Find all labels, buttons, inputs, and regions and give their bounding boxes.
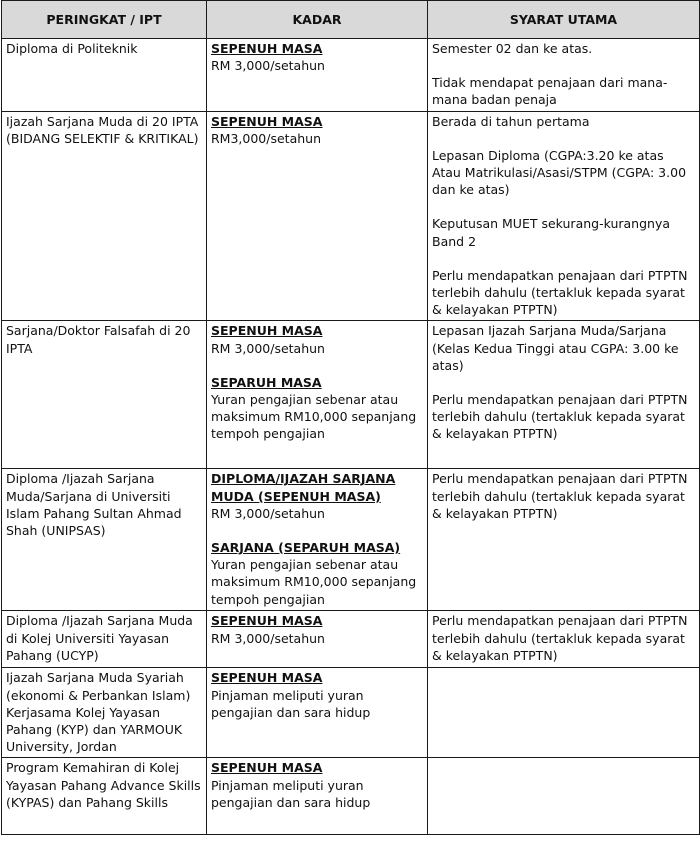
rate-value: Yuran pengajian sebenar atau maksimum RM10,000 sepanjang tempoh pengajian bbox=[211, 392, 417, 442]
requirement-item: Lepasan Diploma (CGPA:3.20 ke atas Atau Matrikulasi/Asasi/STPM (CGPA: 3.00 dan ke atas) bbox=[432, 147, 687, 198]
rate-block bbox=[211, 113, 424, 147]
rate-cell bbox=[207, 758, 428, 835]
level-cell: Ijazah Sarjana Muda di 20 IPTA (BIDANG SELEKTIF & KRITIKAL) bbox=[2, 111, 207, 321]
requirements-cell bbox=[428, 469, 700, 611]
level-cell: Program Kemahiran di Kolej Yayasan Pahang Advance Skills (KYPAS) dan Pahang Skills bbox=[2, 758, 207, 835]
rate-block bbox=[211, 322, 424, 356]
requirement-item: Perlu mendapatkan penajaan dari PTPTN terlebih dahulu (tertakluk kepada syarat & kelayakan PTPTN) bbox=[432, 267, 688, 318]
requirements-cell bbox=[428, 611, 700, 668]
rate-cell bbox=[207, 668, 428, 758]
rate-value: RM 3,000/setahun bbox=[211, 58, 325, 74]
rate-value: RM 3,000/setahun bbox=[211, 505, 325, 521]
requirement-item: Lepasan Ijazah Sarjana Muda/Sarjana (Kelas Kedua Tinggi atau CGPA: 3.00 ke atas) bbox=[432, 323, 679, 373]
level-cell: Diploma di Politeknik bbox=[2, 39, 207, 112]
rate-cell bbox=[207, 111, 428, 321]
rate-value: Yuran pengajian sebenar atau maksimum RM10,000 sepanjang tempoh pengajian bbox=[211, 557, 417, 607]
rate-cell bbox=[207, 39, 428, 112]
rate-value: RM 3,000/setahun bbox=[211, 630, 325, 646]
requirement-item: Perlu mendapatkan penajaan dari PTPTN terlebih dahulu (tertakluk kepada syarat & kelayakan PTPTN) bbox=[432, 613, 688, 663]
rate-block bbox=[211, 470, 424, 522]
table-row bbox=[2, 111, 700, 321]
rate-heading: SEPENUH MASA bbox=[211, 760, 323, 776]
rate-value: Pinjaman meliputi yuran pengajian dan sara hidup bbox=[211, 687, 371, 720]
table-row bbox=[2, 611, 700, 668]
level-cell: Sarjana/Doktor Falsafah di 20 IPTA bbox=[2, 321, 207, 469]
requirements-cell bbox=[428, 111, 700, 321]
rate-cell bbox=[207, 321, 428, 469]
header-requirements: SYARAT UTAMA bbox=[428, 1, 700, 39]
requirement-item: Berada di tahun pertama bbox=[432, 113, 590, 129]
rate-block bbox=[211, 374, 424, 443]
rate-value: Pinjaman meliputi yuran pengajian dan sara hidup bbox=[211, 777, 371, 810]
requirement-item: Perlu mendapatkan penajaan dari PTPTN terlebih dahulu (tertakluk kepada syarat & kelayakan PTPTN) bbox=[432, 471, 688, 521]
rate-value: RM 3,000/setahun bbox=[211, 340, 325, 356]
rate-cell bbox=[207, 611, 428, 668]
requirements-cell bbox=[428, 668, 700, 758]
rate-heading: SEPENUH MASA bbox=[211, 670, 323, 686]
requirement-item: Tidak mendapat penajaan dari mana-mana badan penaja bbox=[432, 75, 668, 108]
level-cell: Ijazah Sarjana Muda Syariah (ekonomi & Perbankan Islam) Kerjasama Kolej Yayasan Pahang (KYP) dan YARMOUK University, Jordan bbox=[2, 668, 207, 758]
rate-value: RM3,000/setahun bbox=[211, 130, 321, 146]
requirements-cell bbox=[428, 321, 700, 469]
rate-cell bbox=[207, 469, 428, 611]
scholarship-table bbox=[1, 0, 700, 835]
rate-block bbox=[211, 40, 424, 74]
table-row bbox=[2, 39, 700, 112]
rate-heading: SARJANA (SEPARUH MASA) bbox=[211, 540, 401, 556]
table-row bbox=[2, 758, 700, 835]
rate-block bbox=[211, 539, 424, 608]
header-row bbox=[2, 1, 700, 39]
rate-heading: SEPENUH MASA bbox=[211, 323, 323, 339]
table-row bbox=[2, 668, 700, 758]
rate-heading: SEPENUH MASA bbox=[211, 41, 323, 56]
rate-heading: SEPENUH MASA bbox=[211, 113, 323, 129]
rate-block bbox=[211, 759, 424, 811]
rate-heading: DIPLOMA/IJAZAH SARJANA MUDA (SEPENUH MASA) bbox=[211, 471, 396, 504]
rate-heading: SEPARUH MASA bbox=[211, 374, 322, 390]
table-row bbox=[2, 469, 700, 611]
level-cell: Diploma /Ijazah Sarjana Muda/Sarjana di Universiti Islam Pahang Sultan Ahmad Shah (UNIPSAS) bbox=[2, 469, 207, 611]
requirement-item: Semester 02 dan ke atas. bbox=[432, 41, 593, 56]
requirement-item: Perlu mendapatkan penajaan dari PTPTN terlebih dahulu (tertakluk kepada syarat & kelayakan PTPTN) bbox=[432, 392, 688, 442]
table-row bbox=[2, 321, 700, 469]
requirement-item: Keputusan MUET sekurang-kurangnya Band 2 bbox=[432, 216, 671, 249]
rate-block bbox=[211, 612, 424, 646]
header-rate: KADAR bbox=[207, 1, 428, 39]
level-cell: Diploma /Ijazah Sarjana Muda di Kolej Universiti Yayasan Pahang (UCYP) bbox=[2, 611, 207, 668]
rate-block bbox=[211, 669, 424, 721]
header-level: PERINGKAT / IPT bbox=[2, 1, 207, 39]
rate-heading: SEPENUH MASA bbox=[211, 613, 323, 629]
requirements-cell bbox=[428, 758, 700, 835]
requirements-cell bbox=[428, 39, 700, 112]
